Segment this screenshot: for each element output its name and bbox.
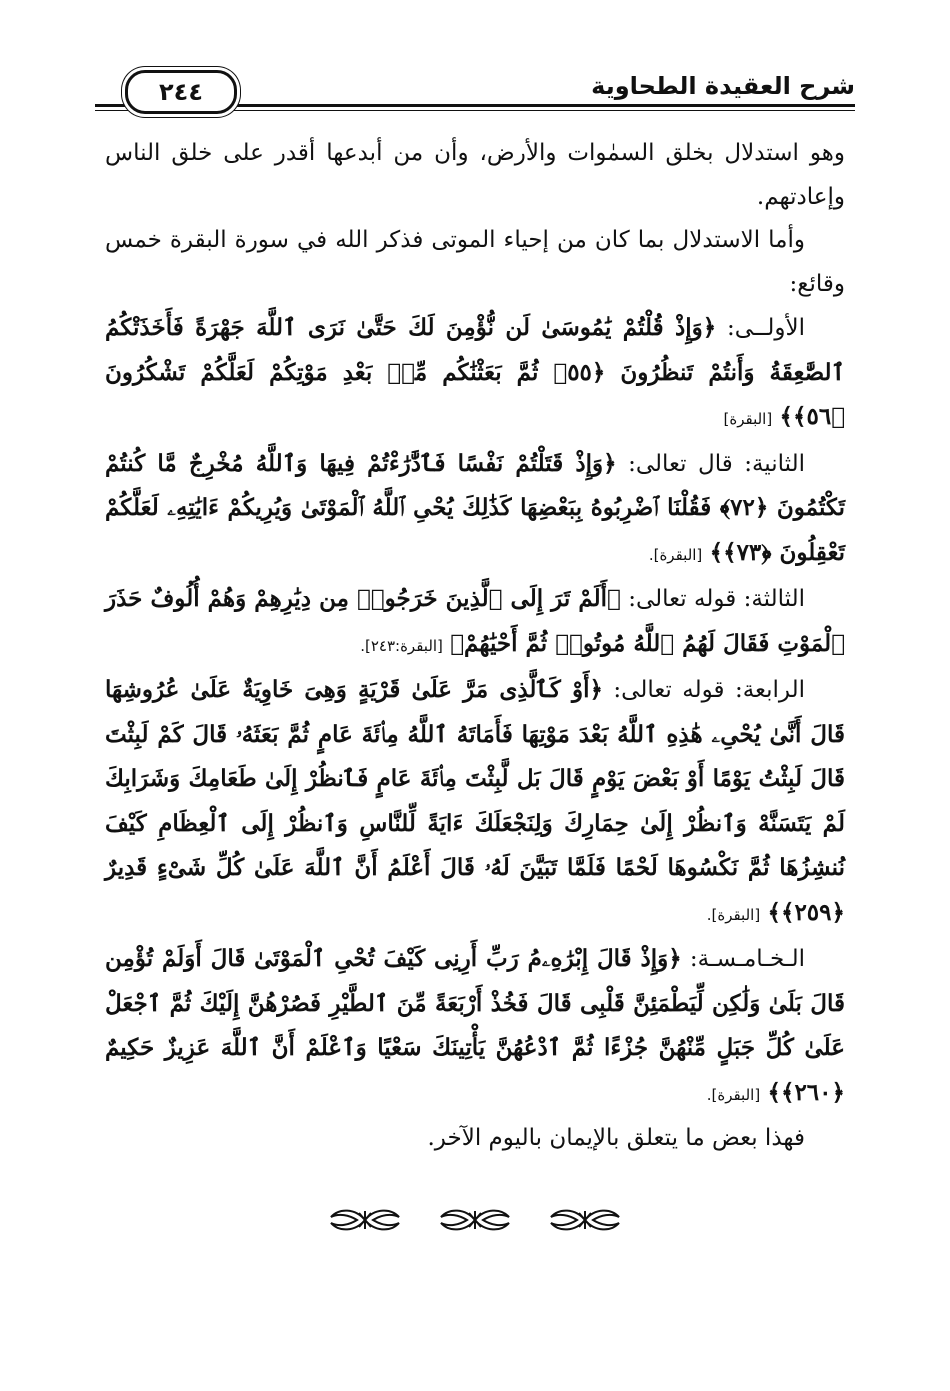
quran-verse: ﴿وَإِذْ قَتَلْتُمْ نَفْسًا فَٱدَّٰرَٰءْتُمْ فِيهَا وَٱللَّهُ مُخْرِجٌ مَّا كُنتُمْ تَكْتُمُونَ ﴿٧٢﴾ فَقُلْنَا ٱضْرِبُوهُ بِبَعْضِهَا كَذَٰلِكَ يُحْىِ ٱللَّهُ ٱلْمَوْتَىٰ وَيُرِيكُمْ ءَايَٰتِهِۦ لَعَلَّكُمْ تَعْقِلُونَ ﴿٧٣﴾﴾ (105, 449, 845, 566)
page-body (105, 132, 845, 1161)
surah-reference: [البقرة]. (706, 905, 761, 924)
event-label: الـخـامـسـة: (681, 946, 805, 972)
surah-reference: [البقرة]. (706, 1085, 761, 1104)
floral-ornament-icon (545, 1203, 625, 1237)
paragraph-text: فهذا بعض ما يتعلق بالإيمان باليوم الآخر. (427, 1125, 805, 1151)
surah-reference: [البقرة] (723, 410, 773, 428)
paragraph-first-event (105, 306, 845, 442)
paragraph-third-event (105, 577, 845, 668)
quran-verse: ﴿وَإِذْ قُلْتُمْ يَٰمُوسَىٰ لَن نُّؤْمِنَ لَكَ حَتَّىٰ نَرَى ٱللَّهَ جَهْرَةً فَأَخَذَتْكُمُ ٱلصَّٰعِقَةُ وَأَنتُمْ تَنظُرُونَ ﴿٥٥﴾ ثُمَّ بَعَثْنَٰكُم مِّنۢ بَعْدِ مَوْتِكُمْ لَعَلَّكُمْ تَشْكُرُونَ ﴿٥٦﴾﴾ (105, 314, 845, 430)
paragraph-intro (105, 132, 845, 219)
paragraph-closing (105, 1117, 845, 1161)
quran-verse: ﴿أَوْ كَٱلَّذِى مَرَّ عَلَىٰ قَرْيَةٍ وَهِىَ خَاوِيَةٌ عَلَىٰ عُرُوشِهَا قَالَ أَنَّىٰ يُحْىِۦ هَٰذِهِ ٱللَّهُ بَعْدَ مَوْتِهَا فَأَمَاتَهُ ٱللَّهُ مِا۟ئَةَ عَامٍ ثُمَّ بَعَثَهُۥ قَالَ كَمْ لَبِثْتَ قَالَ لَبِثْتُ يَوْمًا أَوْ بَعْضَ يَوْمٍ قَالَ بَل لَّبِثْتَ مِا۟ئَةَ عَامٍ فَٱنظُرْ إِلَىٰ طَعَامِكَ وَشَرَابِكَ لَمْ يَتَسَنَّهْ وَٱنظُرْ إِلَىٰ حِمَارِكَ وَلِنَجْعَلَكَ ءَايَةً لِّلنَّاسِ وَٱنظُرْ إِلَى ٱلْعِظَامِ كَيْفَ نُنشِزُهَا ثُمَّ نَكْسُوهَا لَحْمًا فَلَمَّا تَبَيَّنَ لَهُۥ قَالَ أَعْلَمُ أَنَّ ٱللَّهَ عَلَىٰ كُلِّ شَىْءٍ قَدِيرٌ ﴿٢٥٩﴾﴾ (105, 676, 845, 926)
paragraph-resurrection-intro (105, 219, 845, 306)
quran-verse: ﴿وَإِذْ قَالَ إِبْرَٰهِۦمُ رَبِّ أَرِنِى كَيْفَ تُحْىِ ٱلْمَوْتَىٰ قَالَ أَوَلَمْ تُؤْمِن قَالَ بَلَىٰ وَلَٰكِن لِّيَطْمَئِنَّ قَلْبِى قَالَ فَخُذْ أَرْبَعَةً مِّنَ ٱلطَّيْرِ فَصُرْهُنَّ إِلَيْكَ ثُمَّ ٱجْعَلْ عَلَىٰ كُلِّ جَبَلٍ مِّنْهُنَّ جُزْءًا ثُمَّ ٱدْعُهُنَّ يَأْتِينَكَ سَعْيًا وَٱعْلَمْ أَنَّ ٱللَّهَ عَزِيزٌ حَكِيمٌ ﴿٢٦٠﴾﴾ (105, 945, 845, 1106)
floral-ornament-icon (435, 1203, 515, 1237)
section-end-ornaments (325, 1200, 625, 1240)
page-header (95, 62, 855, 117)
paragraph-fourth-event (105, 668, 845, 937)
paragraph-fifth-event (105, 937, 845, 1117)
paragraph-text: وهو استدلال بخلق السمٰوات والأرض، وأن من أبدعها أقدر على خلق الناس وإعادتهم. (105, 140, 845, 210)
surah-reference: [البقرة:٢٤٣]. (360, 636, 443, 655)
quran-verse: ﴿أَلَمْ تَرَ إِلَى ٱلَّذِينَ خَرَجُوا۟ مِن دِيَٰرِهِمْ وَهُمْ أُلُوفٌ حَذَرَ ٱلْمَوْتِ فَقَالَ لَهُمُ ٱللَّهُ مُوتُوا۟ ثُمَّ أَحْيَٰهُمْ﴾ (105, 585, 845, 657)
event-label: الرابعة: قوله تعالى: (602, 677, 805, 703)
surah-reference: [البقرة]. (648, 545, 703, 564)
floral-ornament-icon (325, 1203, 405, 1237)
book-title: شرح العقيدة الطحاوية (591, 72, 855, 100)
paragraph-text: وأما الاستدلال بما كان من إحياء الموتى فذكر الله في سورة البقرة خمس وقائع: (105, 227, 845, 297)
event-label: الثالثة: قوله تعالى: (620, 586, 805, 612)
paragraph-second-event (105, 442, 845, 578)
page-number: ٢٤٤ (125, 70, 237, 114)
event-label: الثانية: قال تعالى: (616, 450, 805, 477)
event-label: الأولــى: (716, 315, 805, 341)
